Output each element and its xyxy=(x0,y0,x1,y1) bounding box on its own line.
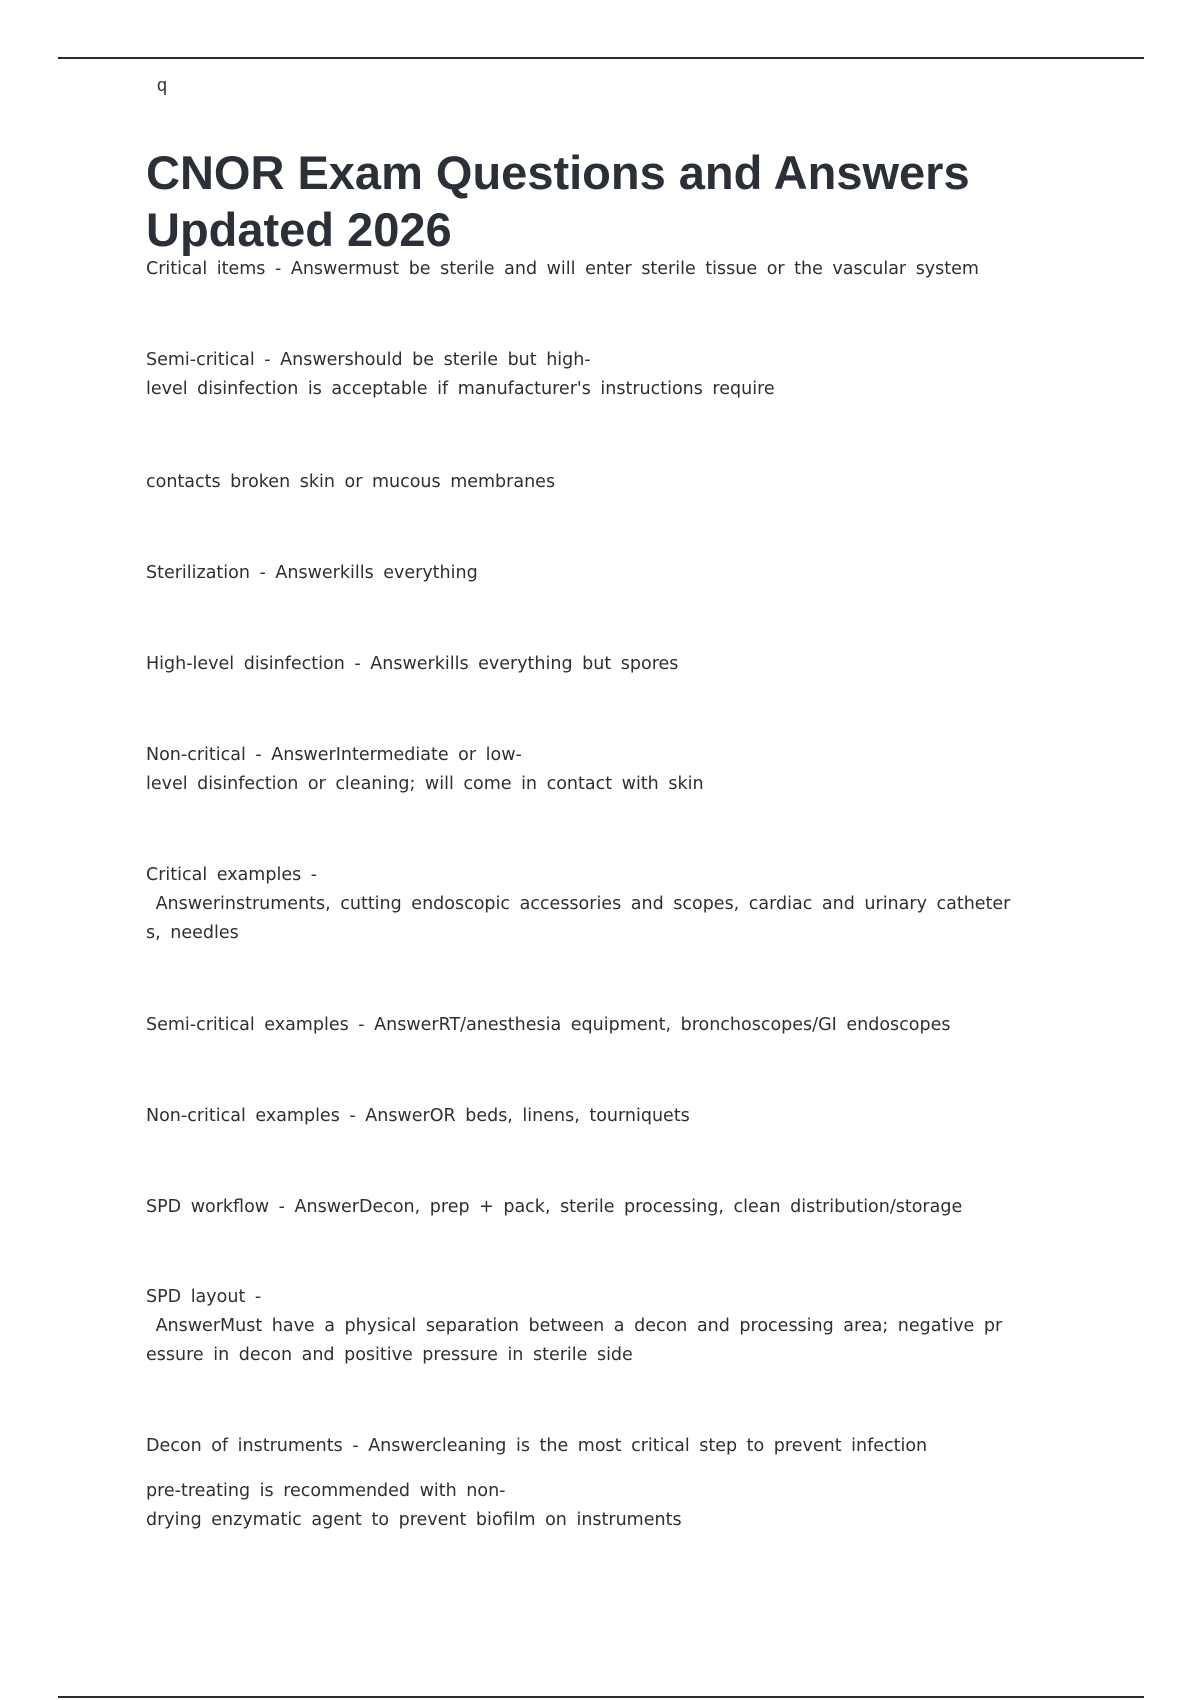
qa-entry-sterilization xyxy=(146,559,1076,588)
entry-line: contacts broken skin or mucous membranes xyxy=(146,472,556,492)
entry-line: Semi-critical examples - AnswerRT/anesthesia equipment, bronchoscopes/GI endoscopes xyxy=(146,1015,951,1035)
title-line-2: Updated 2026 xyxy=(146,203,452,256)
qa-entry-contacts xyxy=(146,468,1076,497)
entry-line: Decon of instruments - Answercleaning is the most critical step to prevent infection xyxy=(146,1436,928,1456)
qa-entry-decon-of-instruments xyxy=(146,1432,1076,1461)
entry-line: SPD workflow - AnswerDecon, prep + pack, sterile processing, clean distribution/storage xyxy=(146,1197,963,1217)
entry-line: Answerinstruments, cutting endoscopic accessories and scopes, cardiac and urinary catheter xyxy=(146,894,1011,914)
entry-line: drying enzymatic agent to prevent biofilm on instruments xyxy=(146,1510,682,1530)
entry-line: Semi-critical - Answershould be sterile but high- xyxy=(146,350,591,370)
entry-line: AnswerMust have a physical separation between a decon and processing area; negative pr xyxy=(146,1316,1003,1336)
qa-entry-critical-items xyxy=(146,255,1076,284)
entry-line: s, needles xyxy=(146,923,239,943)
qa-entry-pre-treating xyxy=(146,1477,1076,1535)
entry-line: essure in decon and positive pressure in sterile side xyxy=(146,1345,633,1365)
entry-line: SPD layout - xyxy=(146,1287,262,1307)
entry-line: level disinfection is acceptable if manufacturer's instructions require xyxy=(146,379,775,399)
qa-entry-semi-critical-examples xyxy=(146,1011,1076,1040)
entry-line: Critical examples - xyxy=(146,865,318,885)
bottom-rule xyxy=(58,1696,1144,1698)
qa-entry-non-critical xyxy=(146,741,1076,799)
entry-line: level disinfection or cleaning; will come in contact with skin xyxy=(146,774,704,794)
entry-line: High-level disinfection - Answerkills everything but spores xyxy=(146,654,679,674)
qa-entry-critical-examples xyxy=(146,861,1076,948)
entry-line: pre-treating is recommended with non- xyxy=(146,1481,506,1501)
qa-entry-spd-layout xyxy=(146,1283,1076,1370)
entry-line: Sterilization - Answerkills everything xyxy=(146,563,478,583)
document-title xyxy=(146,144,1126,258)
top-rule xyxy=(58,57,1144,59)
entry-line: Critical items - Answermust be sterile and will enter sterile tissue or the vascular system xyxy=(146,259,979,279)
entry-line: Non-critical examples - AnswerOR beds, linens, tourniquets xyxy=(146,1106,690,1126)
qa-entry-spd-workflow xyxy=(146,1193,1076,1222)
qa-entry-non-critical-examples xyxy=(146,1102,1076,1131)
entry-line: Non-critical - AnswerIntermediate or low- xyxy=(146,745,522,765)
qa-entry-high-level-disinfection xyxy=(146,650,1076,679)
title-line-1: CNOR Exam Questions and Answers xyxy=(146,146,970,199)
header-mark: q xyxy=(157,75,168,95)
qa-entry-semi-critical xyxy=(146,346,1076,404)
